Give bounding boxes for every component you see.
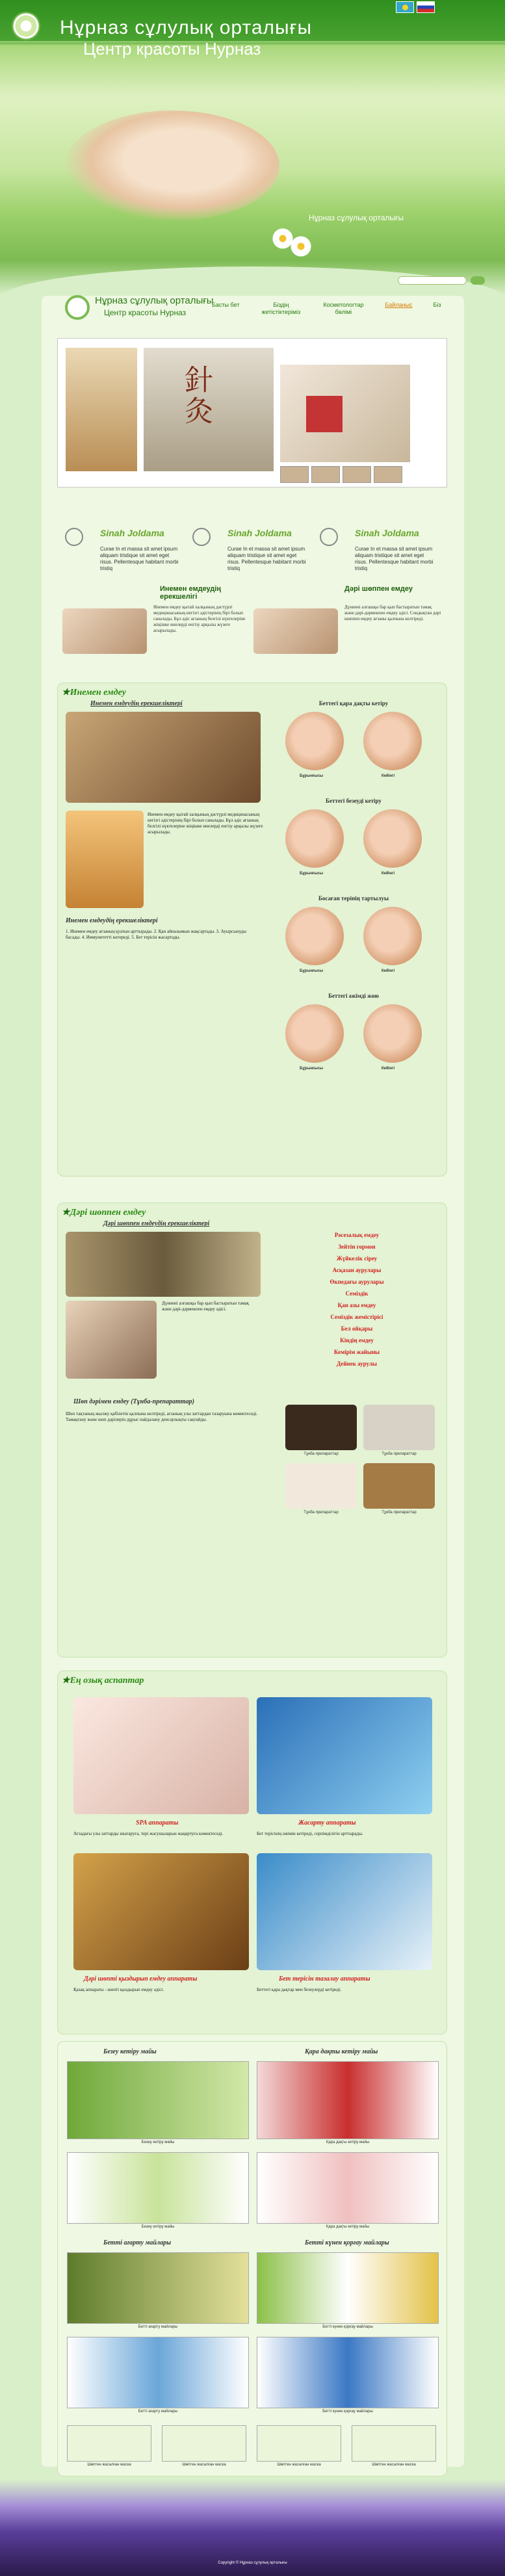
feature-image	[62, 608, 147, 654]
site-subtitle: Центр красоты Нурназ	[83, 39, 261, 59]
hero-caption: Нұрназ сұлулық орталығы	[309, 213, 404, 222]
section-products	[57, 2041, 447, 2477]
before-caption: Бұрынғысы	[300, 872, 324, 876]
list-item: Дейнек аурулы	[337, 1360, 377, 1367]
section-equipment	[57, 1671, 447, 2035]
kz-flag-icon[interactable]	[396, 1, 414, 13]
brand-title: Нұрназ сұлулық орталығы	[95, 295, 214, 306]
after-image	[363, 809, 422, 868]
column-title: Sinah Joldama	[355, 528, 419, 538]
feature-text: Инемен емдеу қытай халқының дәстүрлі медицинасының негізгі әдістерінің бірі болып саналады. Бұл әдіс ағзаның белгілі нүктелеріне жіңішке инелерді енгізу арқылы жүзеге асырылады.	[153, 605, 246, 633]
mask-caption: Шөптен жасалған маска	[182, 2463, 226, 2467]
device-title: SPA аппараты	[136, 1819, 179, 1827]
acupuncture-image	[66, 712, 261, 803]
column-title: Sinah Joldama	[100, 528, 164, 538]
section-title: ★ Дәрі шөппен емдеу	[62, 1207, 146, 1218]
product-caption: Бетті күнен қорғау майлары	[322, 2410, 373, 2413]
before-image	[285, 1004, 344, 1063]
slider-seal-icon	[306, 396, 343, 432]
info-column	[187, 520, 315, 579]
slider-thumb[interactable]	[311, 466, 340, 483]
mask-image	[67, 2425, 151, 2462]
before-image	[285, 907, 344, 965]
main-nav	[201, 299, 452, 319]
product-image	[363, 1463, 435, 1509]
hero-image	[65, 111, 279, 221]
slider-thumb[interactable]	[374, 466, 402, 483]
after-caption: Кейінгі	[382, 969, 395, 973]
list-item: Бел ойқары	[341, 1325, 373, 1332]
feature-title: Инемен емдеудің ерекшелігі	[160, 585, 222, 601]
product-image	[363, 1405, 435, 1450]
device-title: Дәрі шөпті қыздырып емдеу аппараты	[84, 1975, 198, 1983]
mask-caption: Шөптен жасалған маска	[277, 2463, 321, 2467]
device-text: Қазақ аппараты - шөпті қыздырып емдеу әдісі.	[73, 1987, 164, 1992]
column-text: Curae In et massa sit amet ipsum aliquam tristique sit amet eget risus. Pellentesque habitant morbi tristiq	[100, 546, 179, 571]
facial-cleaning-device-image	[257, 1853, 432, 1970]
list-item: Жүйкелік сіреу	[336, 1255, 378, 1262]
feature-herbal	[253, 585, 442, 670]
mask-caption: Шөптен жасалған маска	[372, 2463, 416, 2467]
product-image	[67, 2337, 249, 2408]
product-caption: Бетті ағарту майлары	[138, 2325, 178, 2329]
list-item: Семіздік	[345, 1290, 369, 1297]
list-item: Кемірім жайыны	[333, 1349, 380, 1355]
product-caption: Тұнба препараттар	[304, 1452, 339, 1456]
device-text: Ағзадағы улы заттарды шығаруға, тері жасушаларын жаңартуға көмектеседі.	[73, 1831, 224, 1836]
section-subtitle: Шөп дәрімен емдеу (Тұнба-препараттар)	[73, 1398, 194, 1405]
image-slider[interactable]	[57, 338, 447, 488]
after-image	[363, 712, 422, 770]
section-subtitle: Инемен емдеудің ерекшеліктері	[90, 700, 183, 707]
group-title: Бетті күнен қорғау майлары	[305, 2239, 389, 2246]
before-image	[285, 712, 344, 770]
nav-item-contact[interactable]: Байланыс	[385, 302, 413, 308]
daisy-icon	[290, 235, 312, 257]
product-caption: Тұнба препараттар	[304, 1511, 339, 1515]
section-title: ★ Инемен емдеу	[62, 687, 126, 698]
list-item: Қан азы емдеу	[337, 1302, 376, 1308]
column-text: Curae In et massa sit amet ipsum aliquam tristique sit amet eget risus. Pellentesque habitant morbi tristiq	[227, 546, 306, 571]
product-image	[257, 2337, 439, 2408]
rejuvenation-device-image	[257, 1697, 432, 1814]
ru-flag-icon[interactable]	[417, 1, 435, 13]
info-icon	[320, 528, 338, 546]
group-title: Безеу кетіру майы	[103, 2048, 157, 2055]
product-image	[285, 1463, 357, 1509]
info-column	[60, 520, 187, 579]
before-after-title: Босаған терінің тартылуы	[318, 895, 389, 902]
after-caption: Кейінгі	[382, 1067, 395, 1071]
section-title: ★ Ең озық аспаптар	[62, 1675, 144, 1686]
slider-treatment-image	[280, 365, 410, 462]
section-subtitle: Дәрі шөппен емдеудің ерекшеліктері	[103, 1220, 210, 1227]
footer-copyright: Copyright © Нұрназ сұлулық орталығы	[218, 2561, 287, 2565]
group-title: Бетті ағарту майлары	[103, 2239, 172, 2246]
mask-caption: Шөптен жасалған маска	[87, 2463, 131, 2467]
herbal-treatment-image	[66, 1301, 157, 1379]
feature-acupuncture	[62, 585, 251, 670]
mask-image	[257, 2425, 341, 2462]
after-caption: Кейінгі	[382, 872, 395, 876]
brand-subtitle: Центр красоты Нурназ	[104, 308, 187, 317]
product-caption: Тұнба препараттар	[382, 1511, 417, 1515]
section-text: Инемен емдеу қытай халқының дәстүрлі медицинасының негізгі әдістерінің бірі болып саналады. Бұл әдіс ағзаның белгілі нүктелеріне жіңішке инелерді енгізу арқылы жүзеге асырылады.	[148, 812, 263, 835]
headphones-icon	[192, 528, 211, 546]
column-text: Curae In et massa sit amet ipsum aliquam tristique sit amet eget risus. Pellentesque habitant morbi tristiq	[355, 546, 434, 571]
herbs-image	[66, 1232, 261, 1297]
before-after-title: Беттегі қара дақты кетіру	[318, 700, 389, 707]
mask-image	[162, 2425, 246, 2462]
section-text: Дүниені алғашқы бар қып бастыратын тамақ және дәрі-дәрмекпен емдеу әдісі.	[162, 1301, 250, 1312]
product-caption: Бетті күнен қорғау майлары	[322, 2325, 373, 2329]
section-subtitle: Инемен емдеудің ерекшеліктері	[66, 917, 158, 924]
nav-item-about[interactable]: Біз	[433, 302, 441, 308]
info-columns	[60, 520, 443, 579]
product-image	[257, 2061, 439, 2139]
product-image	[67, 2252, 249, 2324]
list-item: Асқазан аурулары	[332, 1267, 382, 1273]
search-input[interactable]	[398, 276, 467, 285]
mask-image	[352, 2425, 436, 2462]
group-title: Қара дақты кетіру майы	[305, 2048, 378, 2055]
device-title: Бет терісін тазалау аппараты	[279, 1975, 370, 1983]
device-text: Бет терісінің әжімін кетіреді, серпімділігін арттырады.	[257, 1831, 363, 1836]
site-header	[0, 0, 505, 296]
disease-list	[272, 1229, 441, 1370]
meridian-figure-image	[66, 811, 144, 908]
product-image	[257, 2152, 439, 2224]
nav-item-home[interactable]: Басты бет	[212, 302, 240, 308]
product-caption: Бетті ағарту майлары	[138, 2410, 178, 2413]
spa-device-image	[73, 1697, 249, 1814]
before-caption: Бұрынғысы	[300, 774, 324, 778]
before-image	[285, 809, 344, 868]
logo-icon	[12, 12, 40, 40]
site-title: Нұрназ сұлулық орталығы	[60, 17, 313, 38]
product-image	[257, 2252, 439, 2324]
slider-figure-image	[66, 348, 137, 471]
nav-item-cosmetologists[interactable]: Косметологтар бөлімі	[323, 302, 364, 315]
column-title: Sinah Joldama	[227, 528, 292, 538]
feature-text: Дүниені алғашқы бар қып бастыратын тамақ және дәрі-дәрмекпен емдеу әдісі. Сондықтан дәрі шөппен емдеу ағзаны қалпына келтіреді.	[344, 605, 441, 621]
list-item: Семіздік жемістірісі	[330, 1314, 383, 1320]
feature-image	[253, 608, 338, 654]
section-text: 1. Инемен емдеу ағзаның қуатын арттырады. 2. Қан айналымын жақсартады. 3. Ауырсынуды басады. 4. Иммунитетті көтереді. 5. Бет терісін жасартады.	[66, 929, 246, 940]
product-caption: Безеу кетіру майы	[141, 2140, 175, 2144]
device-title: Жасарту аппараты	[298, 1819, 356, 1827]
info-column	[315, 520, 442, 579]
slider-thumb[interactable]	[280, 466, 309, 483]
after-caption: Кейінгі	[382, 774, 395, 778]
before-after-title: Беттегі безеуді кетіру	[326, 798, 382, 804]
brand-bar	[65, 293, 455, 325]
device-text: Беттегі қара дақтар мен безеулерді кетіреді.	[257, 1987, 342, 1992]
brand-logo-icon[interactable]	[65, 295, 90, 320]
product-caption: Безеу кетіру майы	[141, 2225, 175, 2229]
info-icon	[65, 528, 83, 546]
product-image	[67, 2061, 249, 2139]
slider-title: 針灸	[180, 365, 212, 427]
section-herbal	[57, 1203, 447, 1658]
slider-thumbnails[interactable]	[280, 466, 402, 483]
product-caption: Қара дақты кетіру майы	[326, 2140, 370, 2144]
herbal-heating-device-image	[73, 1853, 249, 1970]
product-caption: Тұнба препараттар	[382, 1452, 417, 1456]
product-image	[285, 1405, 357, 1450]
after-image	[363, 1004, 422, 1063]
feature-title: Дәрі шөппен емдеу	[344, 585, 413, 593]
search-button[interactable]	[471, 276, 485, 285]
list-item: Рəсезалық емдеу	[334, 1232, 380, 1238]
section-text: Шөп тақтаның жылжу қабілетін қалпына келтіреді, ағзаның улы заттардан тазаруына көмектеседі. Тамақтану және шөп дәрілерін дұрыс пайдалану денсаулықты сақтайды.	[66, 1411, 258, 1422]
slider-thumb[interactable]	[343, 466, 371, 483]
list-item: Кіндің емдеу	[340, 1337, 374, 1344]
section-acupuncture	[57, 683, 447, 1177]
list-item: Зейтін гормон	[338, 1243, 376, 1250]
before-caption: Бұрынғысы	[300, 969, 324, 973]
product-caption: Қара дақты кетіру майы	[326, 2225, 370, 2229]
nav-item-achievements[interactable]: Біздің жетістіктеріміз	[261, 302, 301, 315]
after-image	[363, 907, 422, 965]
product-image	[67, 2152, 249, 2224]
list-item: Өкпедағы аурулары	[330, 1279, 384, 1285]
before-after-title: Беттегі әжімді жою	[328, 993, 379, 999]
before-caption: Бұрынғысы	[300, 1067, 324, 1071]
